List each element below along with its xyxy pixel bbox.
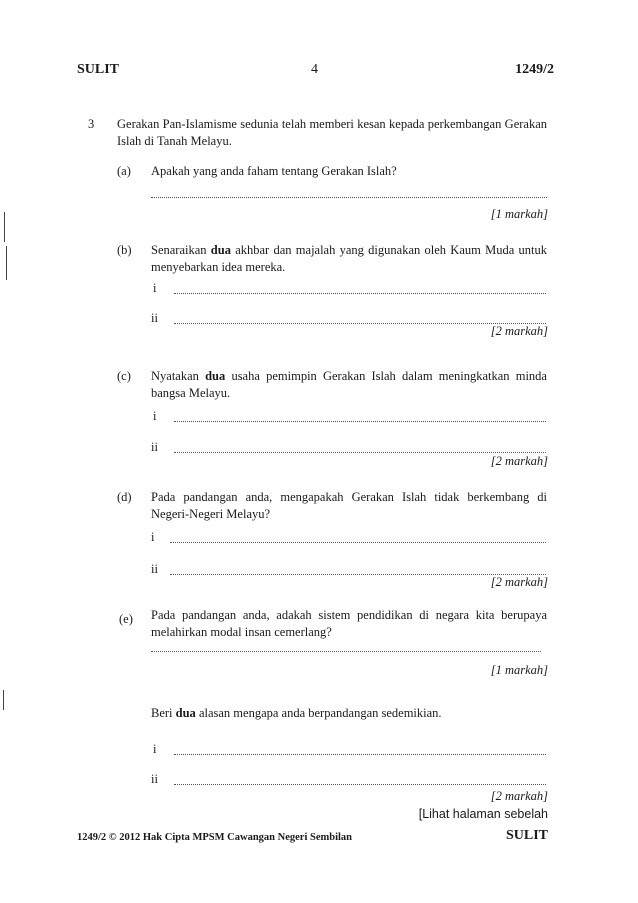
part-a-label: (a)	[117, 164, 131, 178]
part-b-text-bold: dua	[210, 243, 231, 257]
answer-line-a[interactable]	[151, 197, 547, 198]
marks-d: [2 markah]	[490, 575, 548, 589]
marks-c: [2 markah]	[490, 454, 548, 468]
part-c-label: (c)	[117, 369, 131, 383]
part-c-text-bold: dua	[205, 369, 226, 383]
footer-sulit: SULIT	[505, 828, 548, 843]
scan-edge-mark	[4, 212, 5, 242]
marks-e-2: [2 markah]	[490, 789, 548, 803]
part-b-text-pre: Senaraikan	[151, 243, 211, 257]
part-b-item-ii: ii	[151, 311, 158, 325]
question-stem: Gerakan Pan-Islamisme sedunia telah memberi kesan kepada perkembangan Gerakan Islah di Tanah Melayu.	[117, 117, 547, 148]
header-sulit: SULIT	[77, 62, 120, 77]
part-d-label: (d)	[117, 490, 132, 504]
marks-b: [2 markah]	[490, 324, 548, 338]
copyright-footer: 1249/2 © 2012 Hak Cipta MPSM Cawangan Negeri Sembilan	[77, 832, 353, 843]
paper-code: 1249/2	[515, 62, 554, 77]
next-page-note: [Lihat halaman sebelah	[418, 807, 548, 821]
answer-line-d-ii[interactable]	[170, 574, 546, 575]
part-e-label: (e)	[119, 612, 133, 626]
page-number: 4	[311, 62, 318, 77]
part-a-text: Apakah yang anda faham tentang Gerakan Islah?	[151, 164, 397, 178]
answer-line-c-i[interactable]	[174, 421, 546, 422]
part-c-item-ii: ii	[151, 440, 158, 454]
part-b-label: (b)	[117, 243, 132, 257]
part-c-text-post: usaha pemimpin Gerakan Islah dalam meningkatkan minda bangsa Melayu.	[151, 369, 547, 400]
marks-e-1: [1 markah]	[490, 663, 548, 677]
scan-edge-mark	[6, 246, 7, 280]
scan-edge-mark	[3, 690, 4, 710]
marks-a: [1 markah]	[490, 207, 548, 221]
part-b-item-i: i	[153, 281, 157, 295]
answer-line-b-i[interactable]	[174, 293, 546, 294]
part-e-text: Pada pandangan anda, adakah sistem pendidikan di negara kita berupaya melahirkan modal insan cemerlang?	[151, 608, 547, 639]
part-e-followup	[151, 705, 547, 722]
part-e-followup-pre: Beri	[151, 706, 176, 720]
answer-line-e-i[interactable]	[174, 754, 546, 755]
part-d-item-ii: ii	[151, 562, 158, 576]
question-number: 3	[88, 117, 95, 131]
part-e-followup-bold: dua	[175, 706, 196, 720]
part-e-followup-post: alasan mengapa anda berpandangan sedemikian.	[195, 706, 442, 720]
part-d-item-i: i	[151, 530, 155, 544]
part-b-text-post: akhbar dan majalah yang digunakan oleh Kaum Muda untuk menyebarkan idea mereka.	[151, 243, 547, 274]
part-d-text: Pada pandangan anda, mengapakah Gerakan Islah tidak berkembang di Negeri-Negeri Melayu?	[151, 490, 547, 521]
part-e-item-i: i	[153, 742, 157, 756]
part-e-item-ii: ii	[151, 772, 158, 786]
answer-line-e-ii[interactable]	[174, 784, 546, 785]
part-b-text	[151, 242, 547, 276]
part-c-item-i: i	[153, 409, 157, 423]
part-c-text	[151, 368, 547, 402]
answer-line-d-i[interactable]	[170, 542, 546, 543]
answer-line-c-ii[interactable]	[174, 452, 546, 453]
answer-line-e[interactable]	[151, 651, 541, 652]
part-c-text-pre: Nyatakan	[151, 369, 206, 383]
